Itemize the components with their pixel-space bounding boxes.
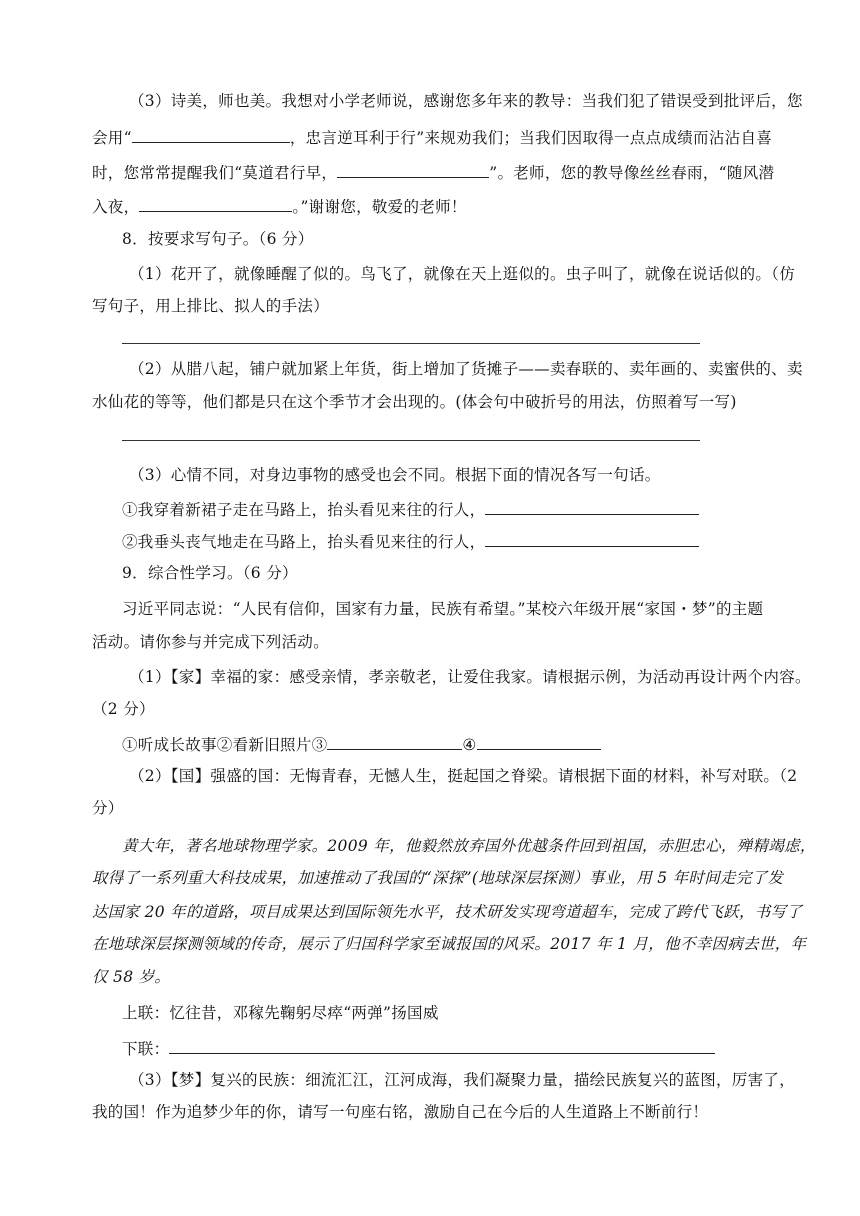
q7-3-line4 <box>92 195 860 217</box>
q9-3-line1: （3）【梦】复兴的民族：细流汇江，江河成海，我们凝聚力量，描绘民族复兴的蓝图，厉害了， <box>129 1071 796 1089</box>
answer-blank[interactable] <box>132 126 290 143</box>
answer-blank[interactable] <box>169 1037 715 1054</box>
q8-1-line1: （1）花开了，就像睡醒了似的。鸟飞了，就像在天上逛似的。虫子叫了，就像在说话似的。（仿 <box>129 265 796 283</box>
lower-couplet-label: 下联： <box>122 1040 170 1058</box>
q9-material-line2: 取得了一系列重大科技成果，加速推动了我国的“深探”(地球深层探测）事业，用 5 年时间走完了发 <box>92 869 784 887</box>
lower-couplet <box>122 1037 860 1059</box>
q7-3-line2 <box>92 126 860 148</box>
q9-1-option-text-b: ④ <box>462 736 477 754</box>
q8-3-a-text: ①我穿着新裙子走在马路上，抬头看见来往的行人， <box>122 501 486 519</box>
q8-3-b <box>122 530 860 552</box>
q8-2-answer-line[interactable] <box>122 440 700 441</box>
answer-blank[interactable] <box>485 498 699 515</box>
answer-blank[interactable] <box>139 195 292 212</box>
upper-couplet: 上联：忆往昔，邓稼先鞠躬尽瘁“两弹”扬国威 <box>122 1004 439 1022</box>
q8-3-line1: （3）心情不同，对身边事物的感受也会不同。根据下面的情况各写一句话。 <box>129 466 661 484</box>
q9-intro-line1: 习近平同志说：“人民有信仰，国家有力量，民族有希望。”某校六年级开展“家国・梦”的主题 <box>122 600 764 618</box>
answer-blank[interactable] <box>337 161 489 178</box>
q7-3-line4-text-a: 入夜， <box>92 198 140 216</box>
q7-3-line4-text-b: 。”谢谢您，敬爱的老师！ <box>292 198 467 216</box>
q7-3-line2-text-a: 会用“ <box>92 129 132 147</box>
q9-material-line5: 仅 58 岁。 <box>92 968 171 986</box>
q9-material-line3: 达国家 20 年的道路，项目成果达到国际领先水平，技术研发实现弯道超车，完成了跨代飞跃，书写了 <box>92 903 803 921</box>
q9-intro-line2: 活动。请你参与并完成下列活动。 <box>92 633 330 651</box>
q7-3-line2-text-b: ，忠言逆耳利于行”来规劝我们；当我们因取得一点点成绩而沾沾自喜 <box>289 129 773 147</box>
q9-3-line2: 我的国！作为追梦少年的你，请写一句座右铭，激励自己在今后的人生道路上不断前行！ <box>92 1103 709 1121</box>
answer-blank[interactable] <box>327 733 462 750</box>
q8-1-line2: 写句子，用上排比、拟人的手法） <box>92 297 330 315</box>
q8-3-b-text: ②我垂头丧气地走在马路上，抬头看见来往的行人， <box>122 533 486 551</box>
q8-3-a <box>122 498 860 520</box>
q9-title: 9．综合性学习。（6 分） <box>122 564 298 582</box>
q8-title: 8．按要求写句子。（6 分） <box>122 230 314 248</box>
answer-blank[interactable] <box>485 530 699 547</box>
q9-material-line4: 在地球深层探测领域的传奇，展示了归国科学家至诚报国的风采。2017 年 1 月，他不幸因病去世，年 <box>92 935 807 953</box>
q9-2-line2: 分） <box>92 799 124 817</box>
q8-2-line1: （2）从腊八起，铺户就加紧上年货，街上增加了货摊子——卖春联的、卖年画的、卖蜜供的、卖 <box>129 360 803 378</box>
q9-1-option-text-a: ①听成长故事②看新旧照片③ <box>122 736 328 754</box>
q7-3-line3-text-a: 时，您常常提醒我们“莫道君行早， <box>92 164 338 182</box>
q8-2-line2: 水仙花的等等，他们都是只在这个季节才会出现的。(体会句中破折号的用法，仿照着写一写) <box>92 393 737 411</box>
q8-1-answer-line[interactable] <box>122 343 700 344</box>
q9-2-line1: （2）【国】强盛的国：无悔青春，无憾人生，挺起国之脊梁。请根据下面的材料，补写对联。（2 <box>129 767 798 785</box>
q7-3-line3 <box>92 161 860 183</box>
q9-material-line1: 黄大年，著名地球物理学家。2009 年，他毅然放弃国外优越条件回到祖国，赤胆忠心，殚精竭虑， <box>122 837 816 855</box>
q7-3-line1: （3）诗美，师也美。我想对小学老师说，感谢您多年来的教导：当我们犯了错误受到批评后，您 <box>129 92 803 110</box>
q9-1-line2: （2 分） <box>92 700 155 718</box>
q7-3-line3-text-b: ”。老师，您的教导像丝丝春雨，“随风潜 <box>489 164 775 182</box>
q9-1-line1: （1）【家】幸福的家：感受亲情，孝亲敬老，让爱住我家。请根据示例，为活动再设计两个内容。 <box>129 668 811 686</box>
answer-blank[interactable] <box>477 733 601 750</box>
q9-1-options <box>122 733 860 755</box>
